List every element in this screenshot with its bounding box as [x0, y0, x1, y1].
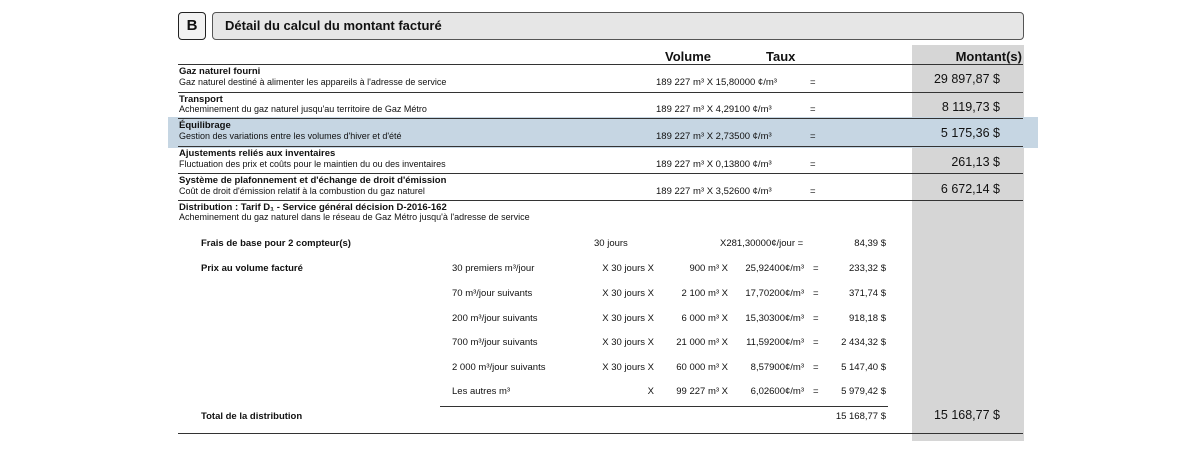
tier-days: X 30 jours X [602, 263, 654, 274]
row-calculation: 189 227 m³ X 3,52600 ¢/m³ [656, 186, 772, 197]
row-amount: 8 119,73 $ [941, 100, 1000, 114]
divider [178, 64, 1023, 65]
total-amount: 15 168,77 $ [933, 408, 1000, 422]
divider [178, 118, 1023, 119]
tier-rate: 8,57900¢/m³ [750, 362, 804, 373]
distribution-description: Acheminement du gaz naturel dans le réseau de Gaz Métro jusqu'à l'adresse de service [179, 212, 530, 222]
section-header [212, 12, 1024, 40]
equals-sign: = [810, 104, 816, 115]
row-title: Ajustements reliés aux inventaires [179, 148, 336, 159]
equals-sign: = [810, 131, 816, 142]
row-description: Coût de droit d'émission relatif à la combustion du gaz naturel [179, 186, 425, 196]
row-calculation: 189 227 m³ X 0,13800 ¢/m³ [656, 159, 772, 170]
tier-volume: 6 000 m³ X [681, 313, 728, 324]
equals-sign: = [813, 288, 819, 299]
base-fee-rate: X281,30000¢/jour = [720, 238, 804, 249]
tier-rate: 25,92400¢/m³ [745, 263, 804, 274]
total-subtotal: 15 168,77 $ [835, 411, 886, 422]
row-amount: 6 672,14 $ [940, 182, 1000, 196]
divider [178, 146, 1023, 147]
row-calculation: 189 227 m³ X 2,73500 ¢/m³ [656, 131, 772, 142]
column-header-volume: Volume [665, 49, 711, 64]
row-amount: 261,13 $ [951, 155, 1000, 169]
tier-volume: 99 227 m³ X [676, 386, 728, 397]
tier-days: X 30 jours X [602, 362, 654, 373]
base-fee-days: 30 jours [594, 238, 628, 249]
divider [178, 173, 1023, 174]
tier-days: X 30 jours X [602, 337, 654, 348]
total-label: Total de la distribution [201, 411, 303, 422]
base-fee-amount: 84,39 $ [854, 238, 886, 249]
tier-volume: 21 000 m³ X [676, 337, 728, 348]
tier-volume: 2 100 m³ X [681, 288, 728, 299]
equals-sign: = [810, 77, 816, 88]
distribution-title: Distribution : Tarif D₁ - Service général décision D-2016-162 [179, 202, 447, 213]
bottom-divider [178, 433, 1023, 434]
row-title: Gaz naturel fourni [179, 66, 261, 77]
row-description: Gaz naturel destiné à alimenter les appareils à l'adresse de service [179, 77, 447, 87]
equals-sign: = [813, 313, 819, 324]
base-fee-label: Frais de base pour 2 compteur(s) [201, 238, 351, 249]
row-amount: 5 175,36 $ [940, 126, 1000, 140]
divider [178, 92, 1023, 93]
tier-rate: 15,30300¢/m³ [745, 313, 804, 324]
tier-volume: 60 000 m³ X [676, 362, 728, 373]
row-title: Transport [179, 94, 223, 105]
equals-sign: = [813, 263, 819, 274]
tier-label: 200 m³/jour suivants [452, 313, 538, 324]
column-header-taux: Taux [766, 49, 796, 64]
row-description: Acheminement du gaz naturel jusqu'au territoire de Gaz Métro [179, 104, 427, 114]
column-header-montant: Montant(s) [955, 49, 1022, 64]
tier-label: 700 m³/jour suivants [452, 337, 538, 348]
equals-sign: = [813, 337, 819, 348]
tier-amount: 5 147,40 $ [841, 362, 886, 373]
row-calculation: 189 227 m³ X 15,80000 ¢/m³ [656, 77, 777, 88]
tier-label: 70 m³/jour suivants [452, 288, 533, 299]
tier-rate: 17,70200¢/m³ [745, 288, 804, 299]
row-title: Système de plafonnement et d'échange de droit d'émission [179, 175, 447, 186]
row-calculation: 189 227 m³ X 4,29100 ¢/m³ [656, 104, 772, 115]
volume-price-label: Prix au volume facturé [201, 263, 303, 274]
tier-amount: 233,32 $ [849, 263, 886, 274]
tier-rate: 11,59200¢/m³ [746, 337, 804, 348]
tier-days: X 30 jours X [602, 288, 654, 299]
tier-amount: 918,18 $ [849, 313, 886, 324]
tier-amount: 5 979,42 $ [841, 386, 886, 397]
divider [178, 200, 1023, 201]
row-description: Gestion des variations entre les volumes d'hiver et d'été [179, 131, 402, 141]
row-amount: 29 897,87 $ [933, 72, 1000, 86]
tier-days: X [647, 386, 654, 397]
equals-sign: = [810, 186, 816, 197]
tier-amount: 2 434,32 $ [841, 337, 886, 348]
tier-rate: 6,02600¢/m³ [750, 386, 804, 397]
tier-volume: 900 m³ X [689, 263, 728, 274]
tier-days: X 30 jours X [602, 313, 654, 324]
row-description: Fluctuation des prix et coûts pour le maintien du ou des inventaires [179, 159, 446, 169]
tier-label: Les autres m³ [452, 386, 511, 397]
divider [440, 406, 888, 407]
tier-amount: 371,74 $ [849, 288, 886, 299]
equals-sign: = [813, 386, 819, 397]
equals-sign: = [810, 159, 816, 170]
tier-label: 2 000 m³/jour suivants [452, 362, 546, 373]
row-title: Équilibrage [179, 120, 231, 131]
section-badge: B [178, 12, 206, 40]
equals-sign: = [813, 362, 819, 373]
section-title: Détail du calcul du montant facturé [225, 18, 442, 33]
tier-label: 30 premiers m³/jour [452, 263, 535, 274]
